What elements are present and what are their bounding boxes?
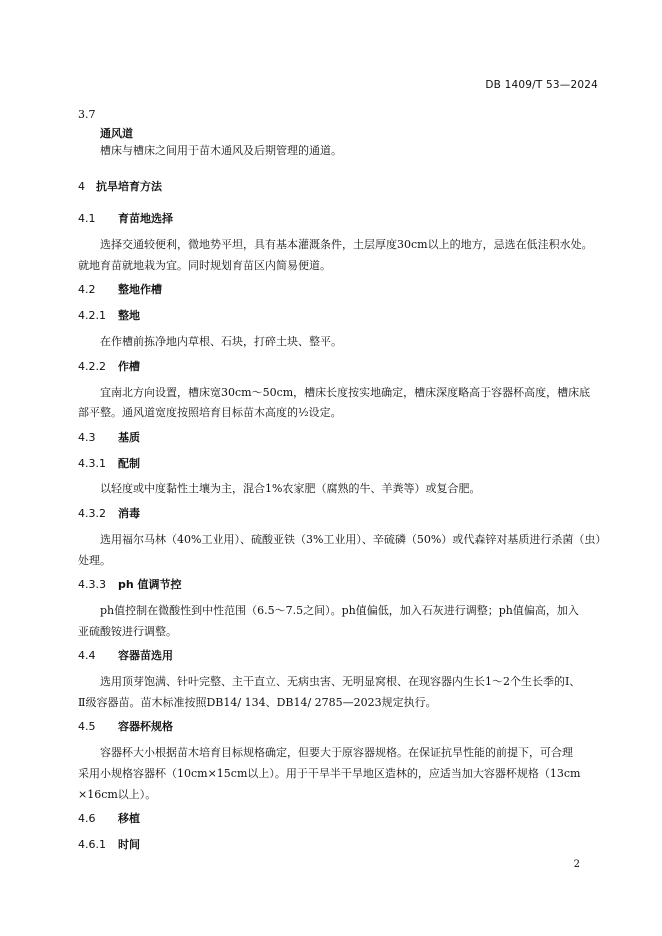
- section-number: 4.4: [78, 649, 96, 662]
- section-title: 整地作槽: [118, 283, 162, 296]
- section-4-3-2-heading: [78, 507, 140, 521]
- section-title: 作槽: [118, 360, 140, 373]
- document-code-header: DB 1409/T 53—2024: [485, 79, 598, 91]
- section-4-heading: [78, 180, 162, 194]
- section-number: 4.6: [78, 812, 96, 825]
- paragraph-line: 部平整。通风道宽度按照培育目标苗木高度的½设定。: [78, 406, 342, 419]
- section-number: 4: [78, 180, 85, 193]
- section-4-1-heading: [78, 212, 173, 226]
- section-number: 4.3: [78, 431, 96, 444]
- section-number: 4.3.1: [78, 457, 106, 470]
- paragraph-line: Ⅱ级容器苗。苗木标准按照DB14/ 134、DB14/ 2785—2023规定执行。: [78, 696, 437, 709]
- section-title: 时间: [118, 838, 140, 851]
- section-title: 育苗地选择: [118, 212, 173, 225]
- section-4-4-heading: [78, 649, 173, 663]
- section-number: 4.1: [78, 212, 96, 225]
- paragraph-line: 选择交通较便利，微地势平坦，具有基本灌溉条件，土层厚度30cm以上的地方，忌选在低洼积水处。: [100, 238, 593, 251]
- paragraph-line: ×16cm以上）。: [78, 788, 157, 801]
- paragraph-line: 处理。: [78, 554, 111, 567]
- section-number: 4.2.2: [78, 360, 106, 373]
- section-number: 4.5: [78, 720, 96, 733]
- paragraph-line: 在作槽前拣净地内草根、石块，打碎土块、整平。: [100, 335, 342, 348]
- section-title: 配制: [118, 457, 140, 470]
- section-4-6-1-heading: [78, 838, 140, 852]
- section-number: 4.2.1: [78, 309, 106, 322]
- section-number: 4.3.3: [78, 578, 106, 591]
- paragraph-line: 就地育苗就地栽为宜。同时规划育苗区内简易便道。: [78, 259, 331, 272]
- section-title: 整地: [118, 309, 140, 322]
- section-title: 移植: [118, 812, 140, 825]
- section-4-2-2-heading: [78, 360, 140, 374]
- clause-3-7-term: [100, 127, 133, 141]
- section-4-6-heading: [78, 812, 140, 826]
- section-4-2-1-heading: [78, 309, 140, 323]
- section-4-2-heading: [78, 283, 162, 297]
- section-number: 4.6.1: [78, 838, 106, 851]
- clause-3-7-number: 3.7: [78, 108, 96, 121]
- paragraph-line: 容器杯大小根据苗木培育目标规格确定，但要大于原容器规格。在保证抗旱性能的前提下，可合理: [100, 746, 573, 759]
- section-title: 容器苗选用: [118, 649, 173, 662]
- paragraph-line: ph值控制在微酸性到中性范围（6.5～7.5之间）。ph值偏低，加入石灰进行调整；ph值偏高，加入: [100, 604, 579, 617]
- section-title: ph 值调节控: [118, 578, 182, 591]
- paragraph-line: 宜南北方向设置，槽床宽30cm～50cm，槽床长度按实地确定，槽床深度略高于容器杯高度，槽床底: [100, 386, 591, 399]
- section-title: 消毒: [118, 507, 140, 520]
- term-title: 通风道: [100, 127, 133, 140]
- section-4-5-heading: [78, 720, 173, 734]
- clause-3-7-definition: 槽床与槽床之间用于苗木通风及后期管理的通道。: [100, 144, 342, 157]
- paragraph-line: 亚硫酸铵进行调整。: [78, 625, 177, 638]
- section-title: 容器杯规格: [118, 720, 173, 733]
- paragraph-line: 以轻度或中度黏性土壤为主，混合1%农家肥（腐熟的牛、羊粪等）或复合肥。: [100, 482, 481, 495]
- section-4-3-heading: [78, 431, 140, 445]
- paragraph-line: 采用小规格容器杯（10cm×15cm以上）。用于干旱半干旱地区造林的，应适当加大容器杯规格（13cm: [78, 767, 581, 780]
- section-title: 基质: [118, 431, 140, 444]
- section-number: 4.2: [78, 283, 96, 296]
- section-4-3-3-heading: [78, 578, 182, 592]
- page-number: 2: [573, 859, 580, 870]
- paragraph-line: 选用福尔马林（40%工业用）、硫酸亚铁（3%工业用）、辛硫磷（50%）或代森锌对基质进行杀菌（虫）: [100, 533, 607, 546]
- section-4-3-1-heading: [78, 457, 140, 471]
- section-title: 抗旱培育方法: [96, 180, 162, 193]
- section-number: 4.3.2: [78, 507, 106, 520]
- paragraph-line: 选用顶芽饱满、针叶完整、主干直立、无病虫害、无明显窝根、在现容器内生长1～2个生长季的Ⅰ、: [100, 675, 581, 688]
